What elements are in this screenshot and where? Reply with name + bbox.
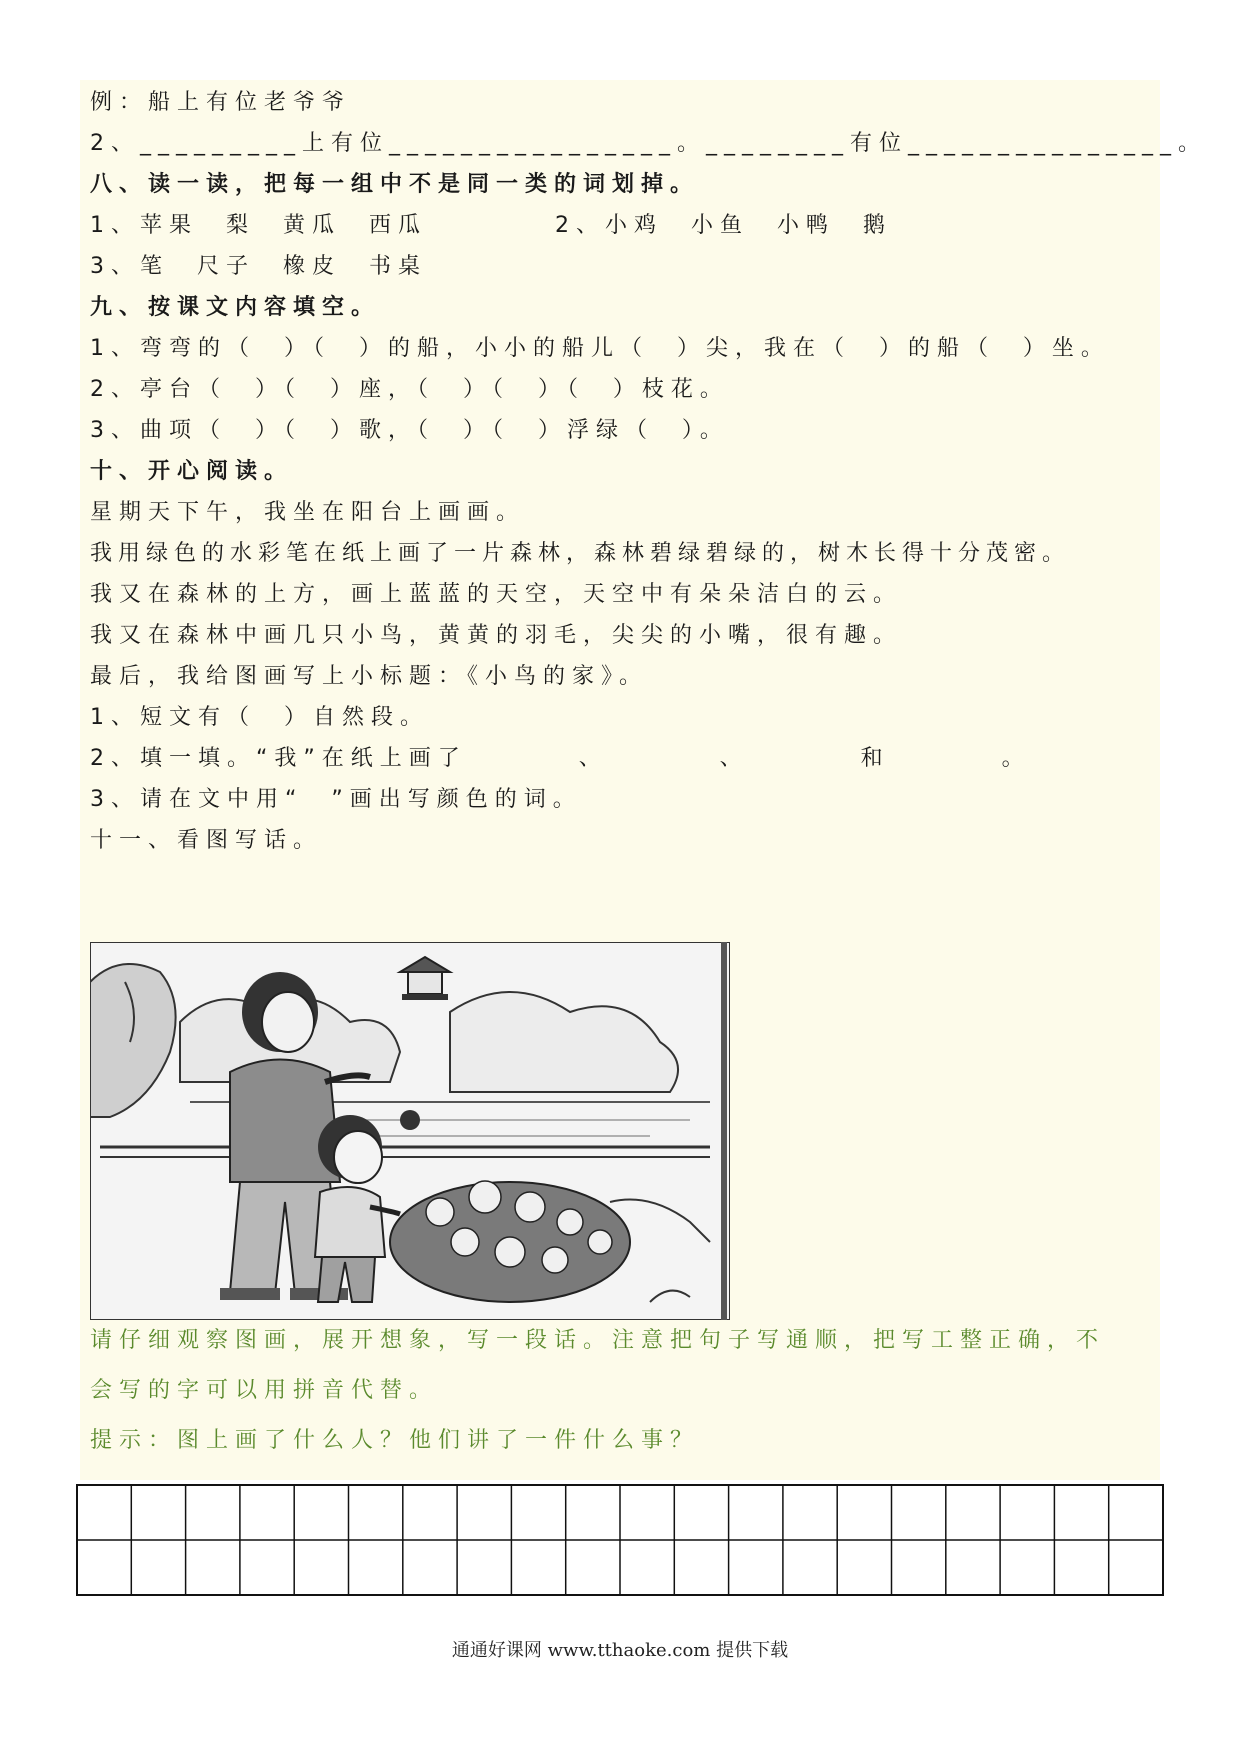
question-8-2: 2、小鸡 小鱼 小鸭 鹅	[555, 213, 892, 238]
question-8-3: 3、笔 尺子 橡皮 书桌	[90, 254, 427, 279]
writing-instruction-line-2: 会写的字可以用拼音代替。	[90, 1378, 439, 1403]
writing-grid	[76, 1484, 1164, 1596]
reading-paragraph-2: 我用绿色的水彩笔在纸上画了一片森林，森林碧绿碧绿的，树木长得十分茂密。	[90, 541, 1071, 566]
section-8-title: 八、读一读，把每一组中不是同一类的词划掉。	[90, 172, 700, 197]
question-9-2: 2、亭台（ ）（ ）座，（ ）（ ）（ ）枝花。	[90, 377, 729, 402]
footer-credit: 通通好课网 www.tthaoke.com 提供下载	[451, 1640, 789, 1661]
reading-paragraph-1: 星期天下午，我坐在阳台上画画。	[90, 500, 526, 525]
mother-daughter-flowers-illustration	[90, 942, 730, 1320]
example-line: 例：船上有位老爷爷	[90, 90, 352, 115]
section-9-title: 九、按课文内容填空。	[90, 295, 381, 320]
question-10-1: 1、短文有（ ）自然段。	[90, 705, 429, 730]
question-10-2: 2、填一填。“我”在纸上画了 、 、 和 。	[90, 746, 1031, 771]
reading-paragraph-3: 我又在森林的上方，画上蓝蓝的天空，天空中有朵朵洁白的云。	[90, 582, 903, 607]
question-9-3: 3、曲项（ ）（ ）歌，（ ）（ ）浮绿（ ）。	[90, 418, 729, 443]
section-11-title: 十一、看图写话。	[90, 828, 323, 853]
question-9-1: 1、弯弯的（ ）（ ）的船，小小的船儿（ ）尖，我在（ ）的船（ ）坐。	[90, 336, 1110, 361]
reading-paragraph-5: 最后，我给图画写上小标题：《小鸟的家》。	[90, 664, 649, 689]
question-7-2: 2、_________上有位________________。________有位_______________。	[90, 131, 1207, 156]
writing-hint: 提示：图上画了什么人？他们讲了一件什么事？	[90, 1428, 700, 1453]
question-8-1: 1、苹果 梨 黄瓜 西瓜	[90, 213, 427, 238]
reading-paragraph-4: 我又在森林中画几只小鸟，黄黄的羽毛，尖尖的小嘴，很有趣。	[90, 623, 903, 648]
question-10-3: 3、请在文中用“ ”画出写颜色的词。	[90, 787, 582, 812]
writing-instruction-line-1: 请仔细观察图画，展开想象，写一段话。注意把句子写通顺，把写工整正确，不	[90, 1328, 1106, 1353]
section-10-title: 十、开心阅读。	[90, 459, 294, 484]
